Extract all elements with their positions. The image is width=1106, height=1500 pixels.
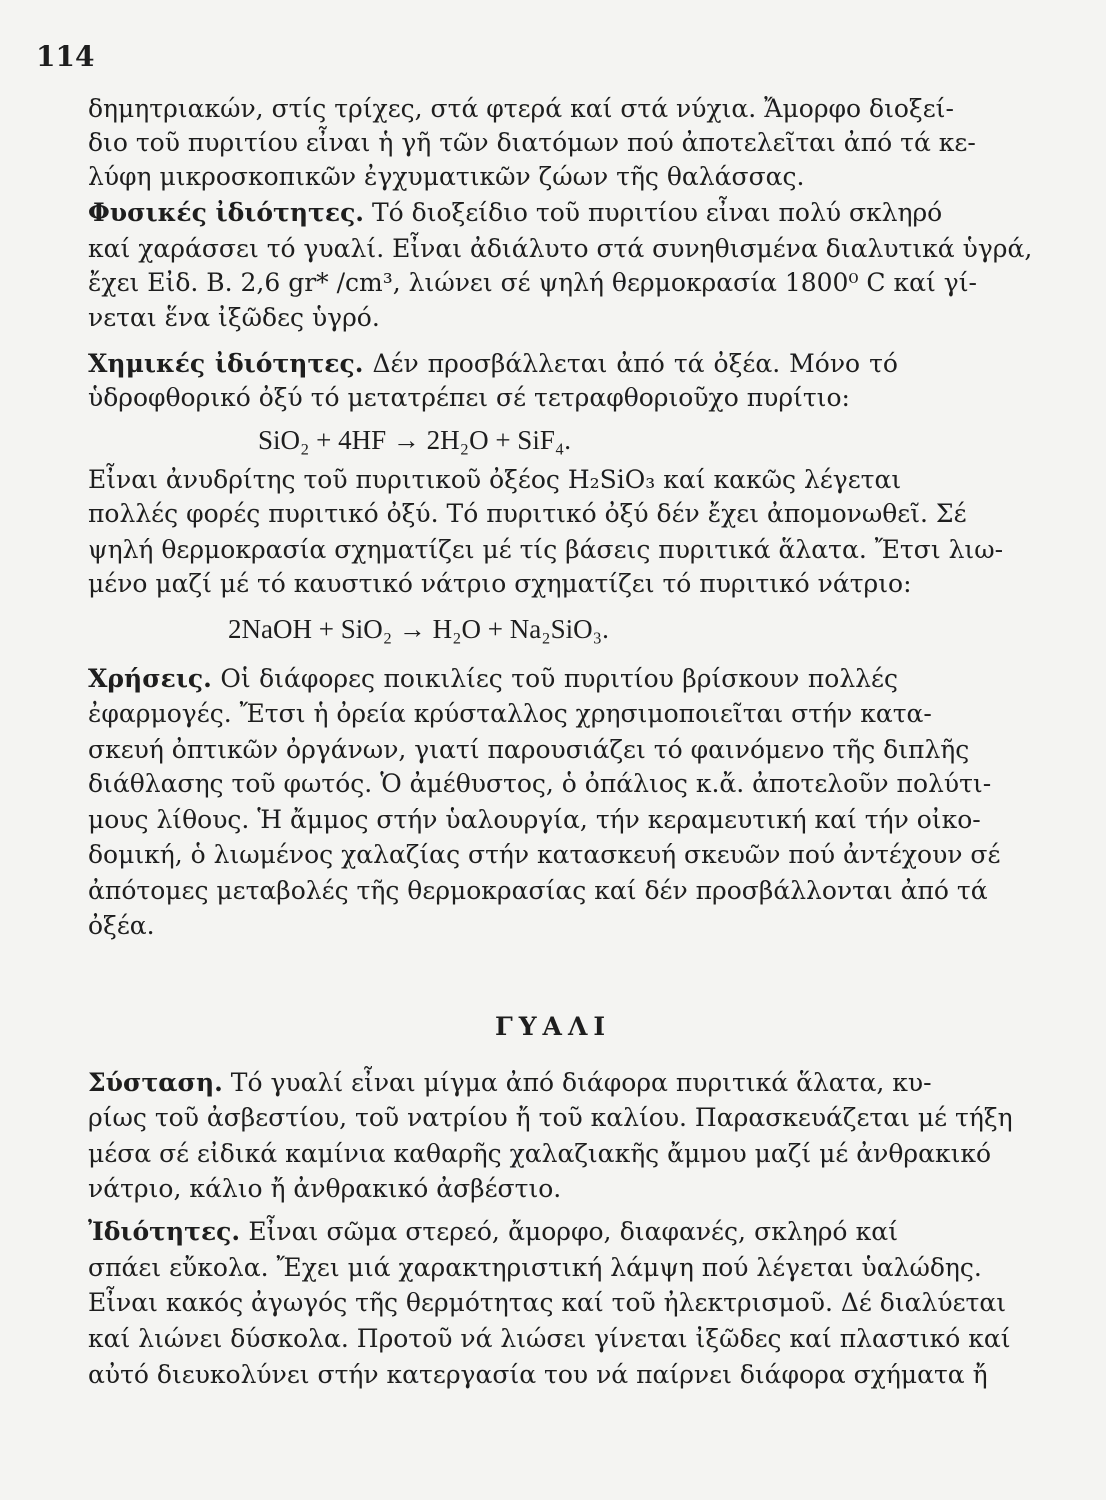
paragraph-line [88,347,898,381]
text-line: Εἶναι ἀνυδρίτης τοῦ πυριτικοῦ ὀξέος H₂SiO₃ καί κακῶς λέγεται [88,465,902,494]
text-line: δημητριακών, στίς τρίχες, στά φτερά καί στά νύχια. Ἄμορφο διοξεί- [88,94,954,123]
text-span: Οἱ διάφορες ποικιλίες τοῦ πυριτίου βρίσκουν πολλές [220,664,898,693]
subheading-properties: Ἰδιότητες. [88,1217,241,1246]
text-span: Τό διοξείδιο τοῦ πυριτίου εἶναι πολύ σκληρό [371,198,943,227]
subheading-chemical-properties: Χημικές ἰδιότητες. [88,349,364,378]
text-line: καί λιώνει δύσκολα. Πρoτοῦ νά λιώσει γίνεται ἰξῶδες καί πλαστικό καί [88,1324,1011,1353]
text-line: σκευή ὀπτικῶν ὀργάνων, γιατί παρουσιάζει τό φαινόμενο τῆς διπλῆς [88,735,970,764]
paragraph-line [88,1066,932,1100]
text-line: ρίως τοῦ ἀσβεστίου, τοῦ νατρίου ἤ τοῦ καλίου. Παρασκευάζεται μέ τήξη [88,1103,1013,1132]
text-line: δομική, ὁ λιωμένος χαλαζίας στήν κατασκευή σκευῶν πού ἀντέχουν σέ [88,840,1001,869]
text-line: καί χαράσσει τό γυαλί. Εἶναι ἀδιάλυτο στά συνηθισμένα διαλυτικά ὑγρά, [88,234,1033,263]
text-line: ὀξέα. [88,911,155,940]
text-line: ψηλή θερμοκρασία σχηματίζει μέ τίς βάσεις πυριτικά ἅλατα. Ἔτσι λιω- [88,535,1004,564]
chemical-equation: SiO₂ + 4HF → 2H₂O + SiF₄. [258,425,572,455]
text-line: ἀπότομες μεταβολές τῆς θερμοκρασίας καί δέν προσβάλλονται ἀπό τά [88,876,988,905]
paragraph-line [88,662,898,696]
text-line: αὐτό διευκολύνει στήν κατεργασία του νά παίρνει διάφορα σχήματα ἤ [88,1360,988,1389]
text-span: Εἶναι σῶμα στερεό, ἄμορφο, διαφανές, σκληρό καί [248,1217,898,1246]
text-line: μένο μαζί μέ τό καυστικό νάτριο σχηματίζει τό πυριτικό νάτριο: [88,569,912,598]
section-title: ΓΥΑΛΙ [494,1012,612,1041]
text-line: ἐφαρμογές. Ἔτσι ἡ ὀρεία κρύσταλλος χρησιμοποιεῖται στήν κατα- [88,699,932,728]
chemical-equation: 2NaOH + SiO₂ → H₂O + Na₂SiO₃. [228,614,609,644]
text-line: νάτριο, κάλιο ἤ ἀνθρακικό ἀσβέστιο. [88,1174,562,1203]
text-line: ὑδροφθορικό ὀξύ τό μετατρέπει σέ τετραφθοριοῦχο πυρίτιο: [88,383,850,412]
paragraph-line [88,1215,898,1249]
text-line: πολλές φορές πυριτικό ὀξύ. Τό πυριτικό ὀξύ δέν ἔχει ἀπομονωθεῖ. Σέ [88,499,967,528]
subheading-uses: Χρήσεις. [88,664,212,693]
text-line: μέσα σέ εἰδικά καμίνια καθαρῆς χαλαζιακῆς ἄμμου μαζί μέ ἀνθρακικό [88,1139,992,1168]
subheading-composition: Σύσταση. [88,1068,223,1097]
text-span: Τό γυαλί εἶναι μίγμα ἀπό διάφορα πυριτικά ἅλατα, κυ- [230,1068,932,1097]
paragraph-line [88,196,943,230]
text-line: διο τοῦ πυριτίου εἶναι ἡ γῆ τῶν διατόμων πού ἀποτελεῖται ἀπό τά κε- [88,128,976,157]
page-number: 114 [36,40,95,73]
text-line: διάθλασης τοῦ φωτός. Ὁ ἀμέθυστος, ὁ ὀπάλιος κ.ἄ. ἀποτελοῦν πολύτι- [88,769,992,798]
text-line: σπάει εὔκολα. Ἔχει μιά χαρακτηριστική λάμψη πού λέγεται ὑαλώδης. [88,1253,982,1282]
text-line: ἔχει Εἰδ. Β. 2,6 gr* /cm³, λιώνει σέ ψηλή θερμοκρασία 1800⁰ C καί γί- [88,268,977,297]
subheading-physical-properties: Φυσικές ἰδιότητες. [88,198,365,227]
text-span: Δέν προσβάλλεται ἀπό τά ὀξέα. Μόνο τό [372,349,898,378]
text-line: μους λίθους. Ἡ ἄμμος στήν ὑαλουργία, τήν κεραμευτική καί τήν οἰκο- [88,805,981,834]
text-line: νεται ἕνα ἰξῶδες ὑγρό. [88,303,380,332]
text-line: Εἶναι κακός ἀγωγός τῆς θερμότητας καί τοῦ ἠλεκτρισμοῦ. Δέ διαλύεται [88,1288,1007,1317]
text-line: λύφη μικροσκοπικῶν ἐγχυματικῶν ζώων τῆς θαλάσσας. [88,162,805,191]
